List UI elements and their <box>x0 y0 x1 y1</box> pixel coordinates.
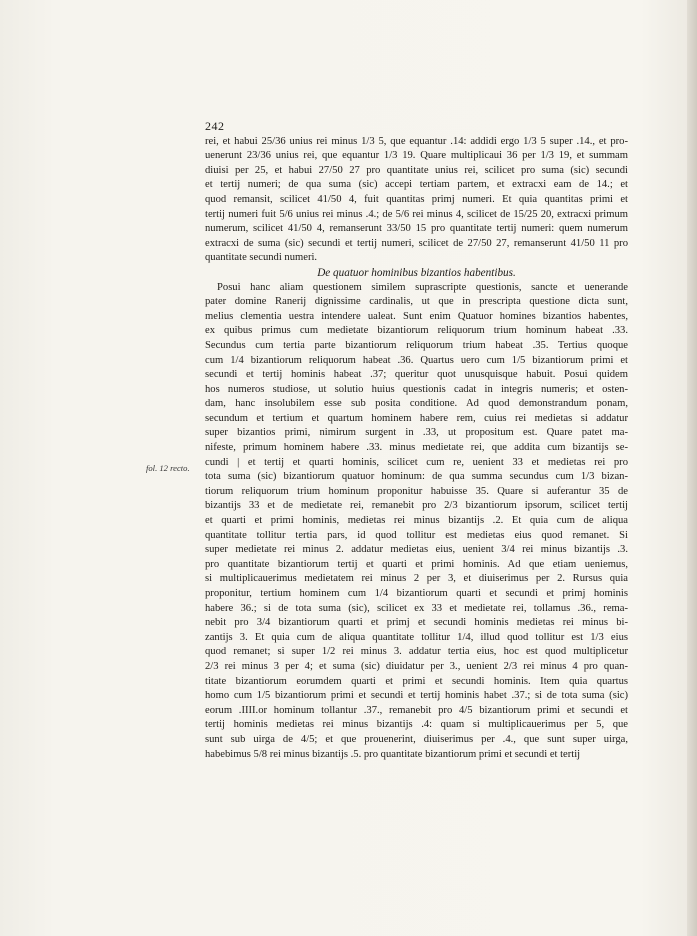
text-line: melius clementia uestra intendere ualeat. Sunt enim Quatuor homines bizantios habentes, <box>205 310 628 322</box>
text-line: extracxi de suma (sic) secundi et tertij numeri, scilicet de 27/50 27, remanserunt 41/50 11 pro <box>205 237 628 249</box>
text-line: tertij hominis medietas rei minus bizantijs .4: quam si multiplicauerimus per 5, que <box>205 719 628 731</box>
page-gutter <box>687 0 697 936</box>
text-line: cum 1/4 bizantiorum reliquorum habeat .36. Quartus uero cum 1/5 bizantiorum primi et <box>205 354 628 366</box>
text-line: Secundus cum tertia parte bizantiorum reliquorum trium habeat .35. Tertius quoque <box>205 339 628 351</box>
text-line: habere 36.; si de tota suma (sic), scilicet ex 33 et medietate rei, tollamus .36., rema- <box>205 602 628 614</box>
text-line: diuisi per 25, et habui 27/50 27 pro quantitate unius rei, scilicet pro suma (sic) secundi <box>205 164 628 176</box>
text-line: Posui hanc aliam questionem similem suprascripte questionis, sancte et uenerande <box>217 281 628 293</box>
text-line: tertij numeri fuit 5/6 unius rei minus .4.; de 5/6 rei minus 4, scilicet de 15/25 20, extracxi primum <box>205 208 628 220</box>
text-line: homo cum 1/5 bizantiorum primi et secundi et tertij hominis habet .37.; si de tota suma (sic) <box>205 690 628 702</box>
margin-note: fol. 12 recto. <box>146 463 190 473</box>
text-line: quod remansit, scilicet 41/50 4, fuit quantitas primj numeri. Et quia quantitas primi et <box>205 193 628 205</box>
text-line: et quarti et primi hominis, medietas rei minus bizantijs .2. Et quia cum de aliqua <box>205 515 628 527</box>
text-line: dam, hanc insolubilem esse sub posita conditione. Ad quod demonstrandum ponam, <box>205 398 628 410</box>
text-line: super bizantios primi, nimirum surgent in .33, ut propositum est. Quare patet ma- <box>205 427 628 439</box>
page-number: 242 <box>205 119 225 133</box>
text-line: cundi | et tertij et quarti hominis, scilicet cum re, uenient 33 et medietas rei pro <box>205 456 628 468</box>
text-line: uenerunt 23/36 unius rei, que equantur 1/3 19. Quare multiplicaui 36 per 1/3 19, et summam <box>205 150 628 162</box>
text-line: zantijs 3. Et quia cum de aliqua quantitate tollitur 1/4, illud quod tollitur est 1/3 eius <box>205 631 628 643</box>
text-line: pater domine Ranerij dignissime cardinalis, ut que in prescripta questione dicta sunt, <box>205 296 628 308</box>
text-block <box>205 119 628 762</box>
text-line: eorum .IIII.or hominum tollantur .37., remanebit pro 4/5 bizantiorum primi et secundi et <box>205 704 628 716</box>
text-line: 2/3 rei minus 3 per 4; et suma (sic) diuidatur per 3., uenient 2/3 rei minus 4 pro quan- <box>205 660 628 672</box>
paragraph-continuation <box>205 135 628 266</box>
paragraph-main <box>205 281 628 763</box>
text-line: habebimus 5/8 rei minus bizantijs .5. pro quantitate bizantiorum primi et secundi et tertij <box>205 748 581 760</box>
text-line: secundi et tertij hominis habeat .37; queritur quot unusquisque habuit. Posui quidem <box>205 369 628 381</box>
text-line: secundum et tertium et quartum hominem habere rem, cuius rei medietas si addatur <box>205 412 628 424</box>
text-line: ex quibus primus cum medietate bizantiorum reliquorum trium hominum habeat .33. <box>205 325 628 337</box>
text-line: titate bizantiorum eorumdem quarti et primi et secundi hominis. Item quia quartus <box>205 675 628 687</box>
text-line: pro quantitate bizantiorum tertij et quarti et primi hominis. Ad que etiam ueniemus, <box>205 558 628 570</box>
text-line: bizantijs 33 et de medietate rei, remanebit pro 2/3 bizantiorum ipsorum, scilicet tertij <box>205 500 628 512</box>
text-line: numerum, scilicet 41/50 4, remanserunt 33/50 15 pro quantitate tertij numeri: quem numerum <box>205 223 628 235</box>
text-line: sunt sub uirga de 4/5; et que prouenerint, diuiserimus per .4., que sunt super uirga, <box>205 733 628 745</box>
text-line: tiorum reliquorum trium hominum proponitur habuisse 35. Quare si auferantur 35 de <box>205 485 628 497</box>
text-line: quantitate secundi numeri. <box>205 252 318 264</box>
text-line: nifeste, primum hominem habere .33. minus medietate rei, que addita cum bizantijs se- <box>205 442 628 454</box>
text-line: quantitate tollitur tertia pars, id quod tollitur est medietas eius quod remanet. Si <box>205 529 628 541</box>
text-line: si multiplicauerimus medietatem rei minus 2 per 3, et diuiserimus per 2. Rursus quia <box>205 573 628 585</box>
text-line: tota suma (sic) bizantiorum quatuor hominum: de qua summa secundus cum 1/3 bizan- <box>205 471 628 483</box>
text-line: proponitur, tertium hominem cum 1/4 bizantiorum quarti et secundi et primj hominis <box>205 588 628 599</box>
text-line: et tertij numeri; de qua suma (sic) accepi tertiam partem, et extracxi eam de 14.; et <box>205 179 628 191</box>
section-heading: De quatuor hominibus bizantios habentibus. <box>317 266 516 279</box>
text-line: quod remanet; si super 1/2 rei minus 3. addatur tertia eius, hoc est quod multiplicetur <box>205 646 628 658</box>
text-line: hos numeros studiose, ut solutio huius questionis cadat in integris numeris; et osten- <box>205 383 628 395</box>
text-line: nebit pro 3/4 bizantiorum quarti et primj et secundi hominis medietas rei minus bi- <box>205 617 628 629</box>
text-line: rei, et habui 25/36 unius rei minus 1/3 5, que equantur .14: addidi ergo 1/3 5 super .14., et pro- <box>205 135 628 147</box>
text-line: super medietate rei minus 2. addatur medietas eius, uenient 3/4 rei minus bizantijs .3. <box>205 544 628 556</box>
